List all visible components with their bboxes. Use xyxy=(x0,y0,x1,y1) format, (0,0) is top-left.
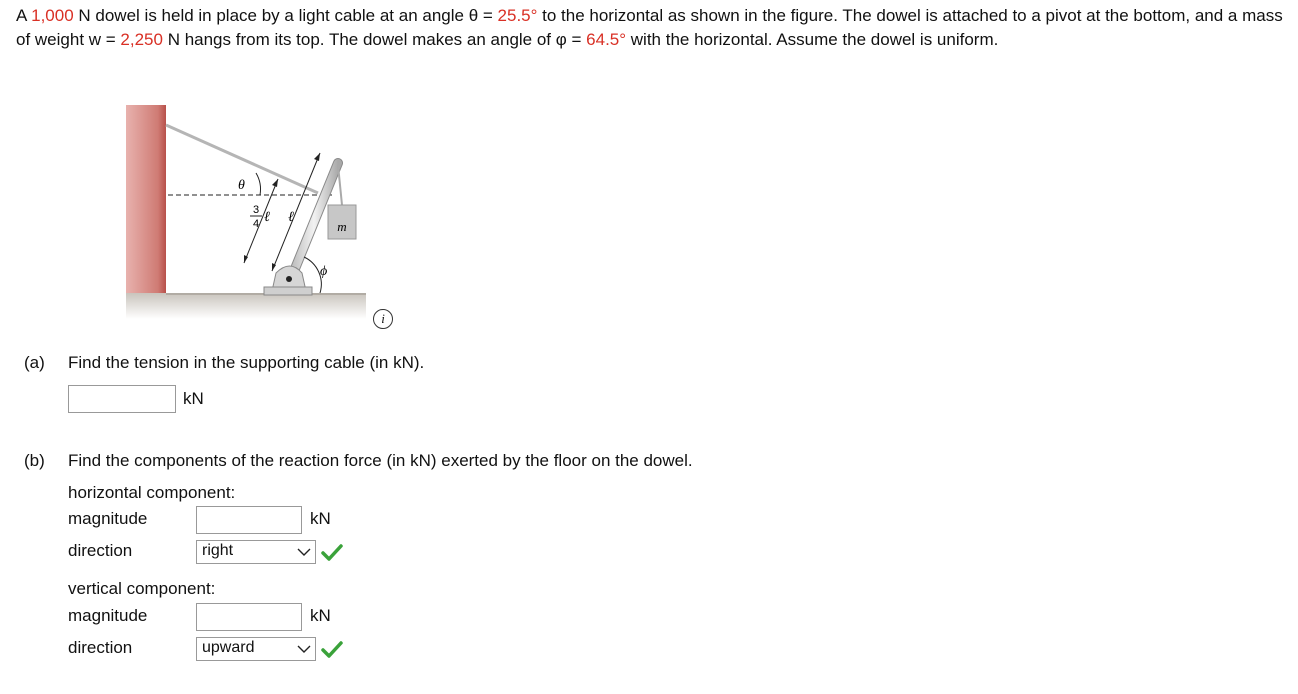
vertical-direction-value: upward xyxy=(202,639,255,656)
chevron-down-icon xyxy=(296,641,312,657)
fraction-denominator: 4 xyxy=(253,218,260,230)
pivot-pin xyxy=(286,276,292,282)
part-a-label: (a) xyxy=(24,353,45,372)
vertical-magnitude-input[interactable] xyxy=(196,603,302,631)
part-b-question: Find the components of the reaction force (in kN) exerted by the floor on the dowel. xyxy=(68,451,693,470)
horizontal-component-heading: horizontal component: xyxy=(68,483,236,502)
problem-statement xyxy=(16,4,1286,52)
ell-label: ℓ xyxy=(288,210,294,225)
part-a-question: Find the tension in the supporting cable (in kN). xyxy=(68,353,425,372)
ell-fraction-label: ℓ xyxy=(264,210,270,225)
vertical-direction-label: direction xyxy=(68,638,133,657)
chevron-down-icon xyxy=(296,544,312,560)
three-quarter-dimension xyxy=(244,179,278,263)
phi-value: 64.5° xyxy=(586,30,627,49)
horizontal-direction-label: direction xyxy=(68,541,133,560)
problem-text-3: to the horizontal as shown in the figure. The dowel is attached to a pivot at the bottom, and a mass of weight w = xyxy=(16,6,1283,49)
wall xyxy=(126,105,166,295)
mass-label: m xyxy=(337,219,347,234)
horizontal-magnitude-unit: kN xyxy=(310,509,331,528)
vertical-magnitude-label: magnitude xyxy=(68,606,148,625)
theta-value: 25.5° xyxy=(497,6,538,25)
dowel-weight-value: 1,000 xyxy=(31,6,74,25)
theta-arc xyxy=(256,173,261,195)
tension-input[interactable] xyxy=(68,385,176,413)
problem-text-2: N dowel is held in place by a light cable at an angle θ = xyxy=(73,6,498,25)
info-icon[interactable]: i xyxy=(373,309,393,329)
part-b-label: (b) xyxy=(24,451,45,470)
vertical-magnitude-unit: kN xyxy=(310,606,331,625)
mass-weight-value: 2,250 xyxy=(120,30,163,49)
phi-label: ϕ xyxy=(320,264,328,279)
horizontal-magnitude-input[interactable] xyxy=(196,506,302,534)
horizontal-direction-value: right xyxy=(202,542,234,559)
floor xyxy=(126,293,366,319)
correct-check-icon xyxy=(321,640,343,658)
problem-text-4: N hangs from its top. The dowel makes an angle of φ = xyxy=(162,30,587,49)
problem-text-5: with the horizontal. Assume the dowel is uniform. xyxy=(626,30,999,49)
horizontal-direction-select[interactable] xyxy=(196,540,316,564)
vertical-direction-select[interactable] xyxy=(196,637,316,661)
correct-check-icon xyxy=(321,543,343,561)
horizontal-magnitude-label: magnitude xyxy=(68,509,148,528)
fraction-numerator: 3 xyxy=(253,204,260,216)
theta-label: θ xyxy=(238,178,245,193)
dowel-figure xyxy=(124,103,394,339)
tension-unit: kN xyxy=(183,389,204,408)
vertical-component-heading: vertical component: xyxy=(68,579,216,598)
problem-text-1: A xyxy=(16,6,32,25)
